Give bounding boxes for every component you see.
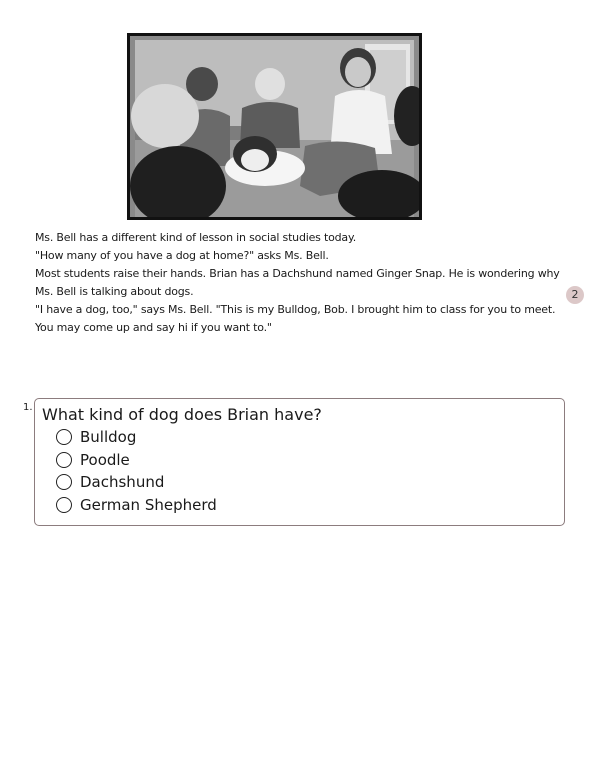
choice-label: Dachshund [80,473,165,491]
choice-bulldog[interactable] [56,426,136,448]
choice-label: Bulldog [80,428,137,446]
question-number: 1. [23,402,33,413]
choice-label: German Shepherd [80,496,217,514]
choice-dachshund[interactable] [56,471,164,493]
radio-button[interactable] [56,429,72,445]
classroom-illustration [127,33,422,220]
choice-german-shepherd[interactable] [56,494,217,516]
radio-button[interactable] [56,474,72,490]
choice-poodle[interactable] [56,449,130,471]
radio-button[interactable] [56,452,72,468]
passage-line: "I have a dog, too," says Ms. Bell. "This is my Bulldog, Bob. I brought him to class for you to meet. You may come up and say hi if you want to." [35,303,556,334]
reading-passage [35,229,565,337]
passage-line: Ms. Bell has a different kind of lesson in social studies today. [35,231,356,244]
classroom-illustration-art [130,36,419,217]
choice-label: Poodle [80,451,130,469]
passage-line: "How many of you have a dog at home?" asks Ms. Bell. [35,249,329,262]
question-text: What kind of dog does Brian have? [42,405,322,424]
passage-line: Most students raise their hands. Brian has a Dachshund named Ginger Snap. He is wondering why Ms. Bell is talking about dogs. [35,267,560,298]
question-card [34,398,565,526]
radio-button[interactable] [56,497,72,513]
page-number-badge: 2 [566,286,584,304]
